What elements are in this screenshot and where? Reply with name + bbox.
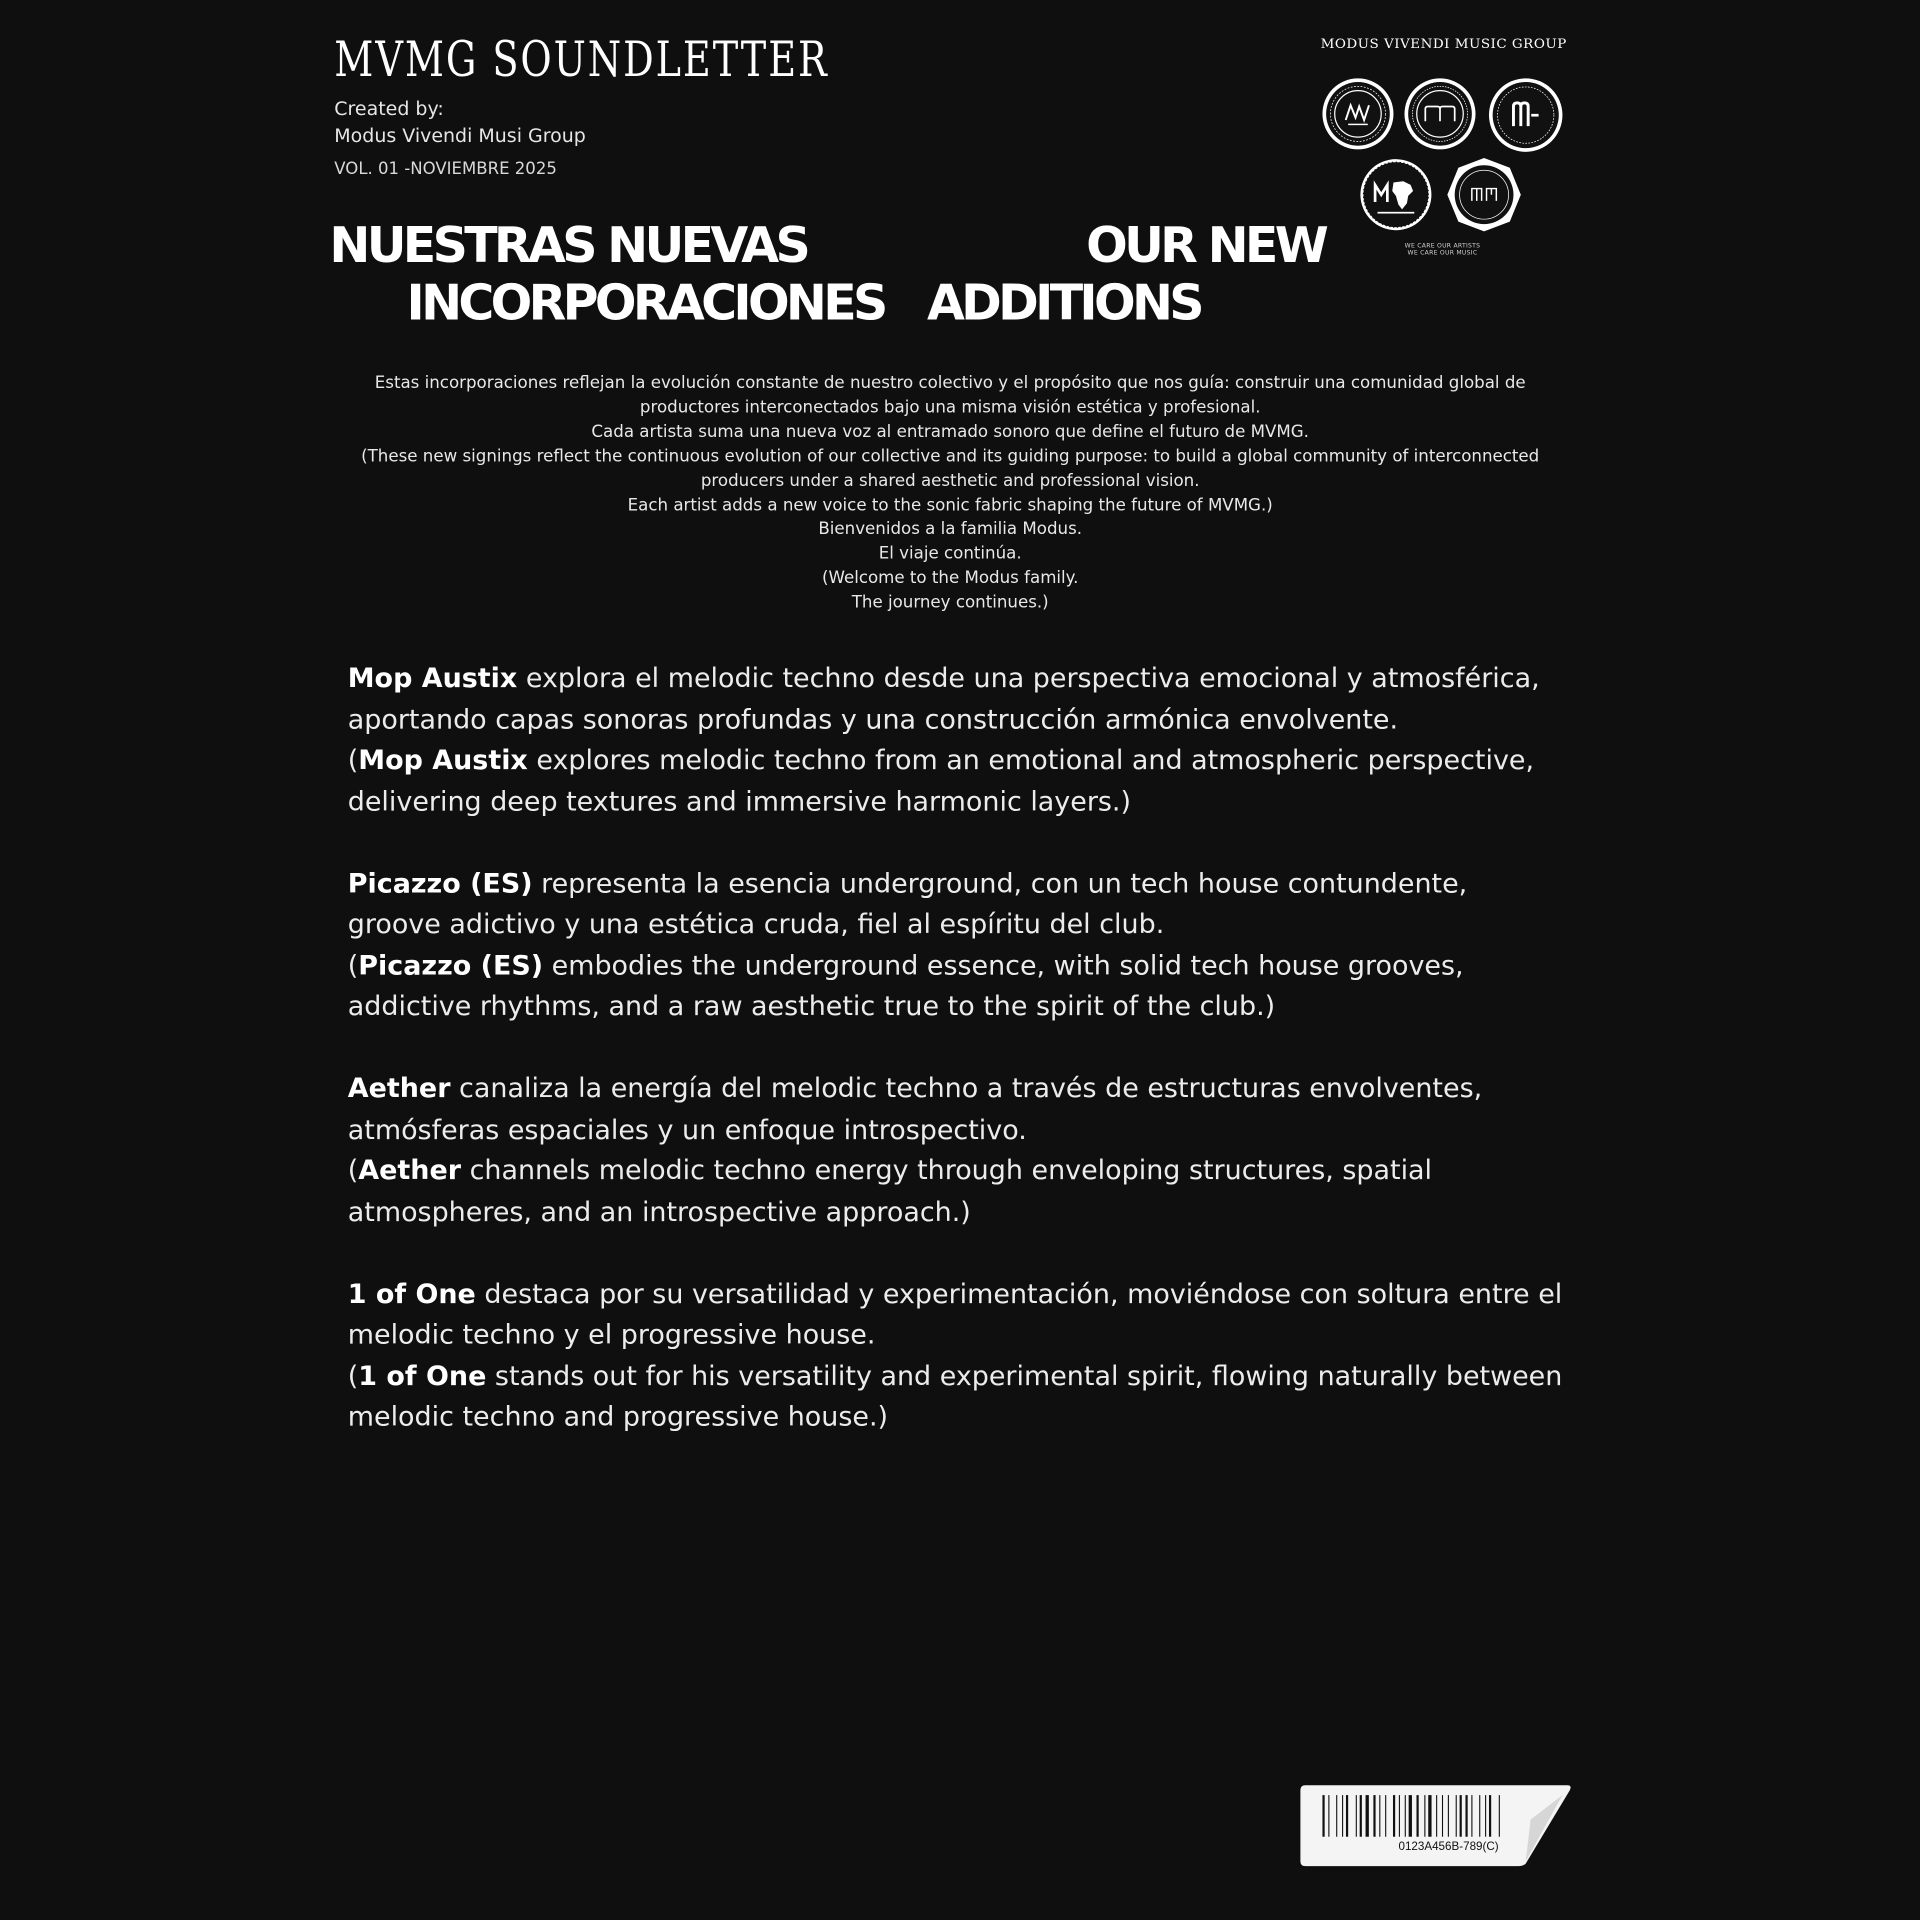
artist-description-en [348,1151,1585,1233]
artist-name: 1 of One [358,1361,487,1392]
artist-entry [348,1069,1585,1233]
artist-text: atmospheres, and an introspective approach.) [347,1196,971,1228]
created-by-label: Created by: [334,97,444,120]
headline-en-line-1: OUR NEW [1086,217,1326,275]
artist-entry [348,864,1585,1028]
artist-name: Mop Austix [358,745,528,777]
headline-es-line-2: INCORPORACIONES [406,275,885,332]
intro-line: Estas incorporaciones reflejan la evolución constante de nuestro colectivo y el propósito que nos guía: construir una comunidad global de [374,373,1526,394]
artist-text: canaliza la energía del melodic techno a través de estructuras envolventes, [450,1073,1483,1105]
artist-name: Mop Austix [347,663,518,695]
artist-description-es [348,659,1585,741]
headline-es-line-1: NUESTRAS NUEVAS [329,217,808,275]
artist-text: addictive rhythms, and a raw aesthetic true to the spirit of the club.) [347,991,1276,1023]
artist-name: 1 of One [347,1278,476,1310]
intro-paragraph [338,372,1562,616]
author-name: Modus Vivendi Musi Group [334,124,586,147]
newsletter-title: MVMG SOUNDLETTER [334,31,829,89]
headline-en-line-2: ADDITIONS [926,275,1201,332]
intro-line: productores interconectados bajo una misma visión estética y profesional. [639,397,1261,418]
intro-line: El viaje continúa. [878,544,1022,564]
intro-line: Cada artista suma una nueva voz al entramado sonoro que define el futuro de MVMG. [591,422,1309,442]
paren-open: ( [347,1155,359,1187]
artist-description-en [348,946,1585,1028]
artist-description-es [348,1274,1585,1356]
artist-text: explores melodic techno from an emotional and atmospheric perspective, [527,745,1535,777]
artist-text: melodic techno and progressive house.) [347,1402,889,1433]
artist-text: channels melodic techno energy through enveloping structures, spatial [461,1155,1433,1187]
artist-text: embodies the underground essence, with solid tech house grooves, [543,950,1464,982]
barcode-sticker-icon [1298,1783,1574,1869]
motto-line-2: WE CARE OUR MUSIC [1407,249,1478,258]
intro-line: Bienvenidos a la familia Modus. [818,519,1083,540]
artist-name: Aether [358,1155,462,1187]
paren-open: ( [347,950,359,982]
modus-vivendi-records-logo-icon [1321,77,1394,150]
intro-line: Each artist adds a new voice to the sonic fabric shaping the future of MVMG.) [627,495,1273,515]
artist-text: melodic techno y el progressive house. [347,1320,876,1351]
artist-entry [348,1274,1585,1438]
artist-text: aportando capas sonoras profundas y una construcción armónica envolvente. [347,704,1399,736]
artist-text: destaca por su versatilidad y experimentación, moviéndose con soltura entre el [475,1278,1563,1310]
artist-text: groove adictivo y una estética cruda, fiel al espíritu del club. [347,909,1165,941]
intro-line: producers under a shared aesthetic and professional vision. [700,470,1200,491]
artist-entry [348,659,1585,823]
motto-line-1: WE CARE OUR ARTISTS [1404,242,1481,250]
intro-line: (These new signings reflect the continuous evolution of our collective and its guiding purpose: to build a global community of interconnected [361,446,1540,467]
artist-text: representa la esencia underground, con un tech house contundente, [532,868,1468,900]
intro-line: (Welcome to the Modus family. [821,568,1079,589]
artist-name: Picazzo (ES) [358,950,544,982]
modus-minimal-logo-icon [1488,77,1564,153]
artist-list [348,659,1585,1479]
modus-afro-records-logo-icon [1359,158,1432,231]
artist-description-en [348,741,1585,823]
artist-description-en [348,1356,1585,1438]
barcode-number: 0123A456B-789(C) [1398,1840,1499,1854]
paren-open: ( [347,1361,359,1392]
group-name: MODUS VIVENDI MUSIC GROUP [1320,35,1567,52]
modus-techno-logo-icon [1446,157,1522,233]
artist-description-es [348,864,1585,946]
artist-text: delivering deep textures and immersive harmonic layers.) [347,786,1132,818]
artist-text: atmósferas espaciales y un enfoque introspectivo. [347,1114,1027,1146]
artist-description-es [348,1069,1585,1151]
artist-text: stands out for his versatility and experimental spirit, flowing naturally between [486,1361,1563,1392]
artist-text: explora el melodic techno desde una perspectiva emocional y atmosférica, [517,663,1540,695]
artist-name: Aether [347,1073,451,1105]
volume-date: VOL. 01 -NOVIEMBRE 2025 [334,159,557,179]
artist-name: Picazzo (ES) [347,868,533,900]
modus-underground-logo-icon [1403,77,1476,150]
motto [1369,242,1516,257]
intro-line: The journey continues.) [851,592,1049,613]
paren-open: ( [347,745,359,777]
